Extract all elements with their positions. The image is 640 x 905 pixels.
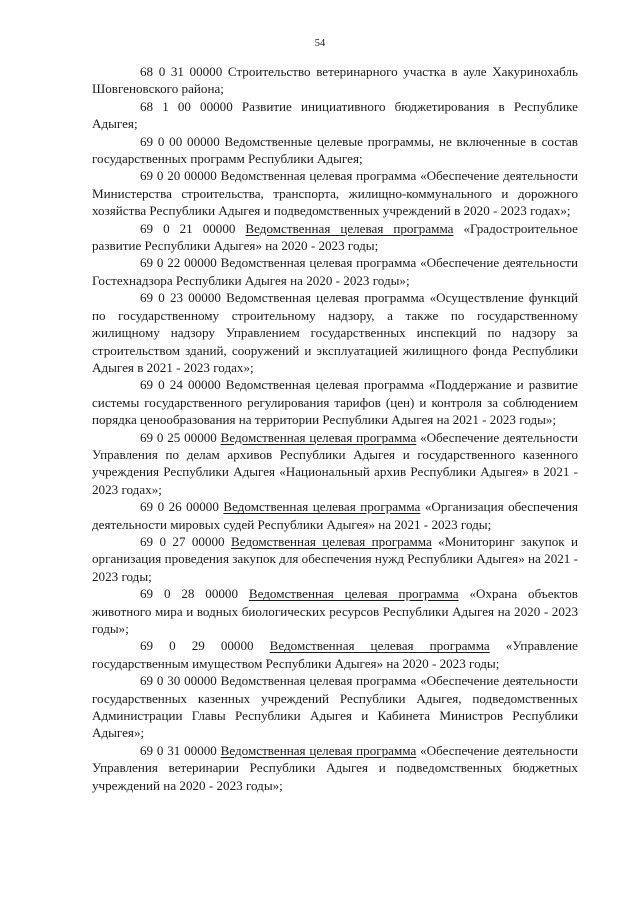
paragraph-text: «Управление государственным имуществом Республики Адыгея» на 2020 - 2023 годы; (92, 638, 578, 671)
paragraph-text: «Организация обеспечения деятельности мировых судей Республики Адыгея» на 2021 - 2023 годы; (92, 499, 578, 532)
paragraph (92, 533, 578, 585)
paragraph-text: «Мониторинг закупок и организация проведения закупок для обеспечения нужд Республики Адыгея» на 2021 - 2023 годы; (92, 533, 579, 584)
paragraph-text: 69 0 22 00000 Ведомственная целевая программа «Обеспечение деятельности Гостехнадзора Республики Адыгея на 2020 - 2023 годы»; (92, 255, 578, 288)
paragraph-text: 69 0 31 00000 (140, 742, 221, 758)
underlined-text: Ведомственная целевая программа (269, 638, 490, 654)
paragraph-text: 69 0 00 00000 Ведомственные целевые программы, не включенные в состав государственных программ Республики Адыгея; (92, 133, 578, 167)
paragraph-text: «Охрана объектов животного мира и водных биологических ресурсов Республики Адыгея на 2020 - 2023 годы»; (92, 586, 578, 636)
underlined-text: Ведомственная целевая программа (245, 220, 454, 236)
paragraph (92, 133, 578, 168)
page-number: 54 (314, 38, 326, 49)
paragraph (92, 742, 578, 794)
paragraph-text: «Обеспечение деятельности Управления ветеринарии Республики Адыгея и подведомственных бюджетных учреждений на 2020 - 2023 годы»; (92, 742, 578, 793)
paragraph-text: 69 0 25 00000 (140, 429, 221, 445)
paragraph-text: 69 0 27 00000 (140, 533, 231, 549)
underlined-text: Ведомственная целевая программа (220, 742, 417, 758)
underlined-text: Ведомственная целевая программа (223, 499, 421, 515)
paragraph (92, 672, 578, 742)
paragraph-text: 69 0 29 00000 (140, 638, 270, 654)
paragraph (92, 376, 578, 428)
paragraph (92, 220, 578, 255)
paragraph-text: 69 0 20 00000 Ведомственная целевая программа «Обеспечение деятельности Министерства строительства, транспорта, жилищно-коммунального и дорожного хозяйства Республики Адыгея и подведомственных учреждений в 2020 - 2023 годах»; (92, 168, 578, 219)
paragraph-text: 69 0 28 00000 (140, 586, 249, 602)
paragraph-text: «Градостроительное развитие Республики Адыгея» на 2020 - 2023 годы; (92, 220, 578, 254)
paragraph (92, 63, 578, 98)
paragraph (92, 429, 578, 499)
paragraph (92, 498, 578, 533)
paragraph (92, 98, 578, 133)
paragraph-text: 69 0 26 00000 (140, 499, 224, 515)
underlined-text: Ведомственная целевая программа (230, 533, 432, 549)
paragraph-text: «Обеспечение деятельности Управления по делам архивов Республики Адыгея и государственного казенного учреждения Республики Адыгея «Национальный архив Республики Адыгея» в 2021 - 2023 годах»; (92, 429, 578, 497)
paragraph-text: 68 1 00 00000 Развитие инициативного бюджетирования в Республике Адыгея; (92, 98, 578, 132)
paragraph-text: 69 0 30 00000 Ведомственная целевая программа «Обеспечение деятельности государственных казенных учреждений Республики Адыгея, подведомственных Администрации Главы Республики Адыгея и Кабинета Министров Республики Адыгея»; (92, 673, 578, 741)
paragraph (92, 637, 578, 672)
paragraph-text: 69 0 23 00000 Ведомственная целевая программа «Осуществление функций по государственному строительному надзору, а также по государственному жилищному надзору Управлением государственных инспекций по надзору за строительством зданий, сооружений и эксплуатацией жилищного фонда Республики Адыгея в 2021 - 2023 годах»; (92, 290, 578, 375)
underlined-text: Ведомственная целевая программа (220, 429, 417, 445)
paragraph-text: 69 0 24 00000 Ведомственная целевая программа «Поддержание и развитие системы государственного регулирования тарифов (цен) и контроля за соблюдением порядка ценообразования на территории Республики Адыгея на 2021 - 2023 годы»; (92, 377, 578, 428)
paragraph-text: 68 0 31 00000 Строительство ветеринарного участка в ауле Хакуринохабль Шовгеновского района; (92, 64, 578, 97)
document-body (92, 63, 578, 794)
paragraph (92, 289, 578, 376)
underlined-text: Ведомственная целевая программа (248, 586, 459, 602)
paragraph (92, 585, 578, 637)
paragraph (92, 167, 578, 219)
paragraph-text: 69 0 21 00000 (140, 220, 246, 236)
paragraph (92, 254, 578, 289)
